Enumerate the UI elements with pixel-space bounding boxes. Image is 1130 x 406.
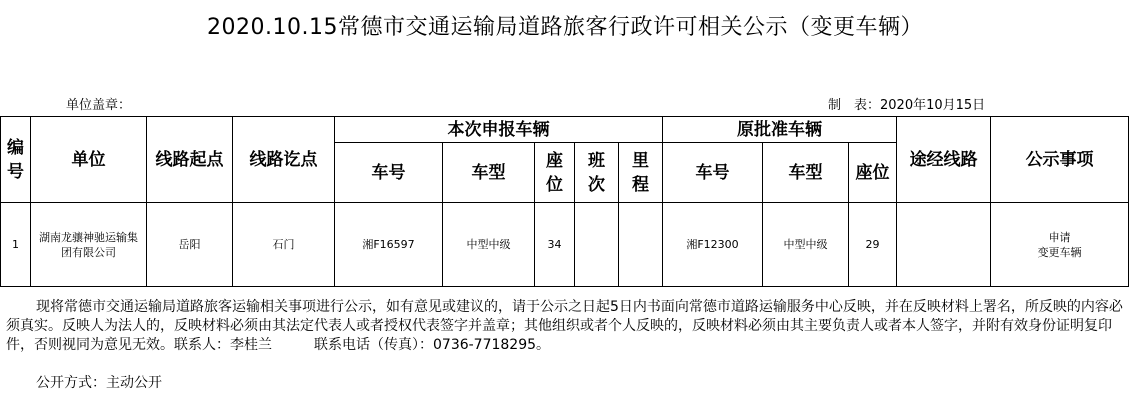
cell-cur-shift [575, 203, 619, 287]
header-cur-plate: 车号 [335, 143, 443, 203]
cell-cur-plate: 湘F16597 [335, 203, 443, 287]
table-row [1, 203, 1129, 287]
cell-no: 1 [1, 203, 31, 287]
cell-orig-plate: 湘F12300 [663, 203, 763, 287]
header-start: 线路起点 [147, 117, 233, 203]
notice-line-2: 变更车辆 [1037, 245, 1082, 259]
cell-cur-mileage [619, 203, 663, 287]
prepared-date: 制 表：2020年10月15日 [828, 98, 986, 113]
notice-line-1: 申请 [1048, 230, 1071, 244]
header-end: 线路讫点 [233, 117, 335, 203]
cell-start: 岳阳 [147, 203, 233, 287]
cell-cur-seats: 34 [535, 203, 575, 287]
cell-orig-type: 中型中级 [763, 203, 849, 287]
header-notice: 公示事项 [991, 117, 1129, 203]
cell-notice [991, 203, 1129, 287]
public-method: 公开方式：主动公开 [36, 375, 162, 391]
header-orig-seats: 座位 [849, 143, 897, 203]
header-cur-mileage: 里程 [619, 143, 663, 203]
header-orig-plate: 车号 [663, 143, 763, 203]
vehicle-table [0, 116, 1129, 287]
cell-cur-type: 中型中级 [443, 203, 535, 287]
header-via: 途经线路 [897, 117, 991, 203]
cell-unit: 湖南龙骧神驰运输集团有限公司 [31, 203, 147, 287]
header-cur-type: 车型 [443, 143, 535, 203]
unit-seal-label: 单位盖章： [66, 98, 132, 113]
notice-paragraph: 现将常德市交通运输局道路旅客运输相关事项进行公示，如有意见或建议的，请于公示之日起5日内书面向常德市道路运输服务中心反映，并在反映材料上署名，所反映的内容必须真实。反映人为法人的，反映材料必须由其法定代表人或者授权代表签字并盖章；其他组织或者个人反映的，反映材料必须由其主要负责人或者本人签字，并附有效身份证明复印件，否则视同为意见无效。联系人：李桂兰 联系电话（传真）：0736-7718295。 [6, 299, 1123, 353]
cell-via [897, 203, 991, 287]
header-orig-type: 车型 [763, 143, 849, 203]
header-cur-shift: 班次 [575, 143, 619, 203]
cell-end: 石门 [233, 203, 335, 287]
header-unit: 单位 [31, 117, 147, 203]
page-title: 2020.10.15常德市交通运输局道路旅客行政许可相关公示（变更车辆） [207, 15, 923, 40]
header-current-group: 本次申报车辆 [335, 117, 663, 143]
header-original-group: 原批准车辆 [663, 117, 897, 143]
header-cur-seats: 座位 [535, 143, 575, 203]
cell-orig-seats: 29 [849, 203, 897, 287]
header-no: 编号 [1, 117, 31, 203]
